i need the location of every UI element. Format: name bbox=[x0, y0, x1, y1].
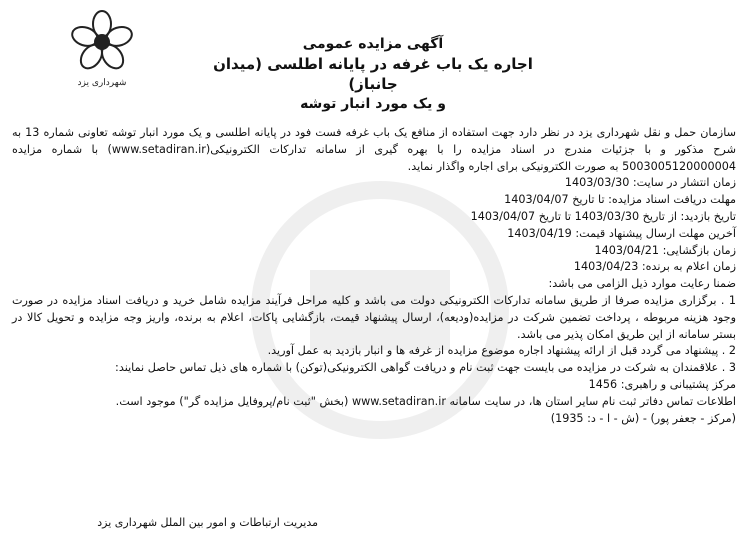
intro-paragraph: سازمان حمل و نقل شهرداری یزد در نظر دارد جهت استفاده از منافع یک باب غرفه فست فود در پایانه اطلسی و یک مورد انبار توشه تعاونی شماره 13 به شرح مذکور و با جزئیات مندرج در اسناد مزایده را با بهره گیری از سامانه تدارکات الکترونیکی(www.setadiran.ir) با شماره مزایده 5003005120000004 به صورت الکترونیکی برای اجاره واگذار نماید. bbox=[12, 126, 736, 173]
signature: مدیریت ارتباطات و امور بین الملل شهرداری یزد bbox=[97, 516, 318, 529]
flower-emblem-icon bbox=[62, 8, 142, 76]
municipality-logo bbox=[62, 8, 142, 100]
support-center: مرکز پشتیبانی و راهبری: 1456 bbox=[588, 377, 736, 391]
opening-date: زمان بازگشایی: 1403/04/21 bbox=[594, 243, 736, 257]
document-deadline: مهلت دریافت اسناد مزایده: تا تاریخ 1403/04/07 bbox=[504, 193, 736, 207]
notice-body bbox=[12, 125, 736, 427]
contact-info: اطلاعات تماس دفاتر ثبت نام سایر استان ها، در سایت سامانه www.setadiran.ir (بخش "ثبت نام/پروفایل مزایده گر") موجود است. bbox=[115, 394, 736, 408]
notice-title bbox=[203, 34, 543, 114]
note-1: 1 . برگزاری مزایده صرفا از طریق سامانه تدارکات الکترونیکی دولت می باشد و کلیه مراحل فرآیند مزایده شامل خرید و دریافت اسناد مزایده در صورت وجود هزینه مربوطه ، پرداخت تضمین شرکت در مزایده(ودیعه)، ارسال پیشنهاد قیمت، بازگشایی پاکات، اعلام به برنده، واریز وجه مزایده و تحویل کالا در بستر سامانه از این طریق امکان پذیر می باشد. bbox=[12, 293, 736, 341]
winner-announcement-date: زمان اعلام به برنده: 1403/04/23 bbox=[573, 260, 736, 274]
title-line-1: آگهی مزایده عمومی bbox=[302, 36, 444, 52]
title-line-3: و یک مورد انبار توشه bbox=[300, 96, 446, 112]
bid-deadline: آخرین مهلت ارسال پیشنهاد قیمت: 1403/04/19 bbox=[507, 226, 736, 240]
title-line-2: اجاره یک باب غرفه در پایانه اطلسی (میدان جانباز) bbox=[213, 55, 533, 93]
note-2: 2 . پیشنهاد می گردد قبل از ارائه پیشنهاد اجاره موضوع مزایده از غرفه ها و انبار بازدید به عمل آورید. bbox=[267, 344, 736, 358]
logo-caption: شهرداری یزد bbox=[77, 78, 127, 88]
publish-date: زمان انتشار در سایت: 1403/03/30 bbox=[564, 176, 736, 190]
center-info: (مرکز - جعفر پور) - (ش - ا - د: 1935) bbox=[550, 411, 736, 425]
visit-dates: تاریخ بازدید: از تاریخ 1403/03/30 تا تاریخ 1403/04/07 bbox=[470, 209, 736, 223]
note-3: 3 . علاقمندان به شرکت در مزایده می بایست جهت ثبت نام و دریافت گواهی الکترونیکی(توکن) با شماره های ذیل تماس حاصل نمایند: bbox=[115, 361, 736, 375]
notes-heading: ضمنا رعایت موارد ذیل الزامی می باشد: bbox=[548, 277, 736, 291]
